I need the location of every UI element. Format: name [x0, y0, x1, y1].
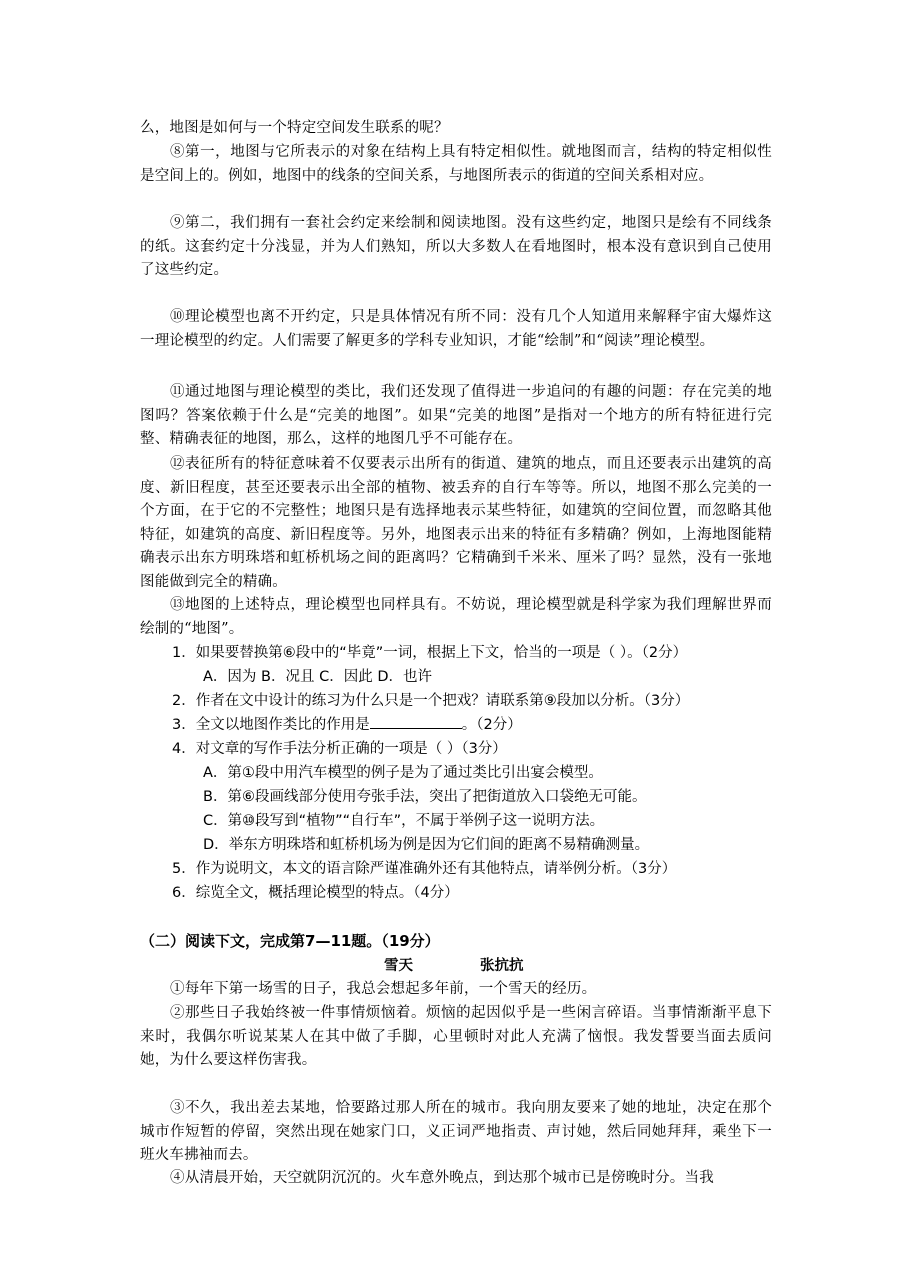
article-title: 雪天 [384, 958, 413, 974]
question-6: 6．综览全文，概括理论模型的特点。（4分） [172, 885, 459, 901]
paragraph-10: ⑩理论模型也离不开约定，只是具体情况有所不同：没有几个人知道用来解释宇宙大爆炸这一理论模型的约定。人们需要了解更多的学科专业知识，才能“绘制”和“阅读”理论模型。 [140, 309, 772, 349]
question-4: 4．对文章的写作手法分析正确的一项是（ ）（3分） [172, 741, 507, 757]
question-3-text: 3．全文以地图作类比的作用是 [172, 717, 370, 733]
question-1: 1．如果要替换第⑥段中的“毕竟”一词，根据上下文，恰当的一项是（ ）。（2分） [172, 645, 688, 661]
paragraph-continuation: 么，地图是如何与一个特定空间发生联系的呢？ [140, 120, 449, 136]
article-author: 张抗抗 [480, 958, 524, 974]
story-paragraph-4: ④从清晨开始，天空就阴沉沉的。火车意外晚点，到达那个城市已是傍晚时分。当我 [170, 1170, 714, 1186]
story-paragraph-3: ③不久，我出差去某地，恰要路过那人所在的城市。我向朋友要来了她的地址，决定在那个城市作短暂的停留，突然出现在她家门口，义正词严地指责、声讨她，然后同她拜拜，乘坐下一班火车拂袖而去。 [140, 1100, 772, 1163]
question-4-option-c: C．第⑩段写到“植物”“自行车”，不属于举例子这一说明方法。 [203, 813, 605, 829]
answer-blank[interactable] [370, 714, 462, 729]
question-3-points: 。（2分） [461, 717, 522, 733]
question-4-option-a: A．第①段中用汽车模型的例子是为了通过类比引出宴会模型。 [203, 765, 603, 781]
paragraph-11: ⑪通过地图与理论模型的类比，我们还发现了值得进一步追问的有趣的问题：存在完美的地图吗？答案依赖于什么是“完美的地图”。如果“完美的地图”是指对一个地方的所有特征进行完整、精确表征的地图，那么，这样的地图几乎不可能存在。 [140, 384, 772, 447]
paragraph-12: ⑫表征所有的特征意味着不仅要表示出所有的街道、建筑的地点，而且还要表示出建筑的高度、新旧程度，甚至还要表示出全部的植物、被丢弃的自行车等等。所以，地图不那么完美的一个方面，在于它的不完整性；地图只是有选择地表示某些特征，如建筑的空间位置，而忽略其他特征，如建筑的高度、新旧程度等。另外，地图表示出来的特征有多精确？例如，上海地图能精确表示出东方明珠塔和虹桥机场之间的距离吗？它精确到千米米、厘米了吗？显然，没有一张地图能做到完全的精确。 [140, 456, 772, 590]
section-heading: （二）阅读下文，完成第7—11题。（19分） [140, 932, 440, 950]
paragraph-9: ⑨第二，我们拥有一套社会约定来绘制和阅读地图。没有这些约定，地图只是绘有不同线条的纸。这套约定十分浅显，并为人们熟知，所以大多数人在看地图时，根本没有意识到自己使用了这些约定。 [140, 215, 772, 278]
question-3 [172, 714, 522, 738]
story-paragraph-1: ①每年下第一场雪的日子，我总会想起多年前，一个雪天的经历。 [170, 981, 597, 997]
question-5: 5．作为说明文，本文的语言除严谨准确外还有其他特点，请举例分析。（3分） [172, 861, 677, 877]
question-4-option-b: B．第⑥段画线部分使用夸张手法，突出了把街道放入口袋绝无可能。 [203, 789, 647, 805]
question-1-options: A．因为 B．况且 C．因此 D．也许 [203, 669, 432, 685]
question-4-option-d: D．举东方明珠塔和虹桥机场为例是因为它们间的距离不易精确测量。 [203, 837, 650, 853]
question-2: 2．作者在文中设计的练习为什么只是一个把戏？请联系第⑨段加以分析。（3分） [172, 693, 690, 709]
story-paragraph-2: ②那些日子我始终被一件事情烦恼着。烦恼的起因似乎是一些闲言碎语。当事情渐渐平息下来时，我偶尔听说某某人在其中做了手脚，心里顿时对此人充满了恼恨。我发誓要当面去质问她，为什么要这样伤害我。 [140, 1005, 772, 1068]
paragraph-8: ⑧第一，地图与它所表示的对象在结构上具有特定相似性。就地图而言，结构的特定相似性是空间上的。例如，地图中的线条的空间关系，与地图所表示的街道的空间关系相对应。 [140, 144, 772, 184]
paragraph-13: ⑬地图的上述特点，理论模型也同样具有。不妨说，理论模型就是科学家为我们理解世界而绘制的“地图”。 [140, 597, 772, 637]
